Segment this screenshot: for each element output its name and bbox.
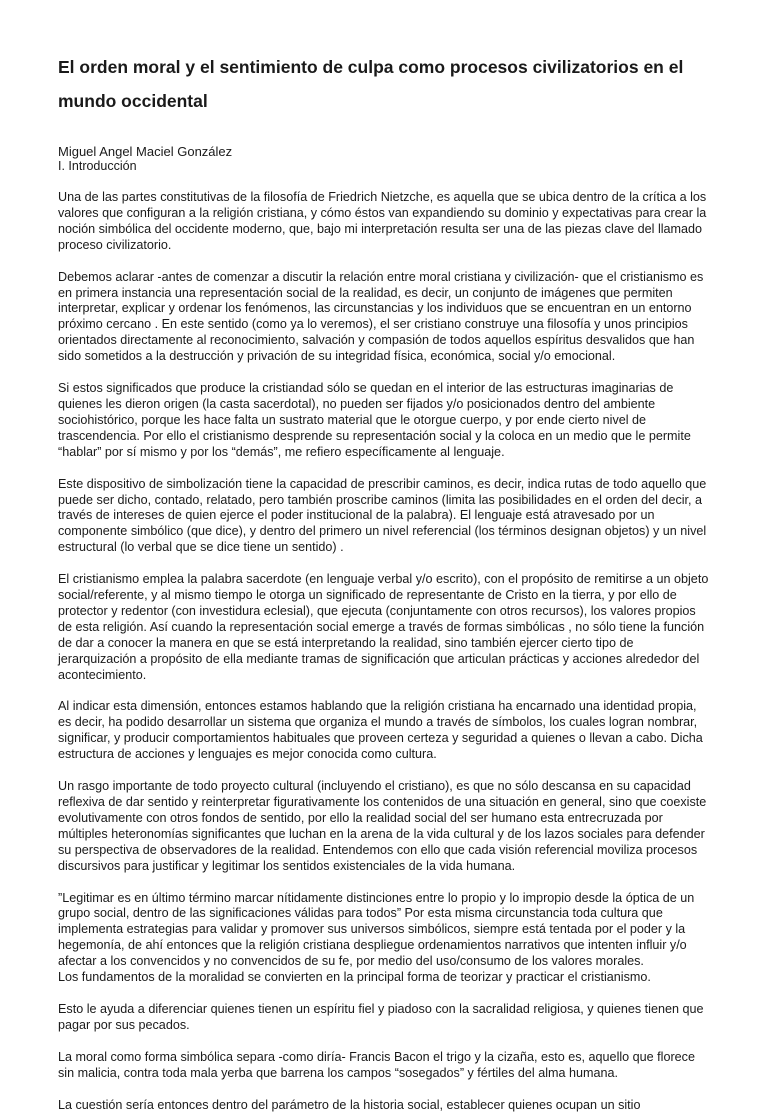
paragraph: Al indicar esta dimensión, entonces estamos hablando que la religión cristiana ha encarnado una identidad propia, es decir, ha podido desarrollar un sistema que organiza el mundo a través de símbolos, los cuales logran nombrar, significar, y producir comportamientos habituales que proveen certeza y seguridad a quienes o llevan a cabo. Dicha estructura de acciones y lenguajes es mejor conocida como cultura.	[58, 699, 703, 762]
quote-line: hegemonía, de ahí entonces que la religión cristiana despliegue ordenamientos narrativos que intenten influir y/o	[58, 938, 687, 953]
quote-line: implementa estrategias para validar y promover sus universos simbólicos, siempre está tentada por el poder y la	[58, 922, 686, 937]
paragraph: Una de las partes constitutivas de la filosofía de Friedrich Nietzche, es aquella que se ubica dentro de la crítica a los valores que configuran a la religión cristiana, y cómo éstos van expandiendo su dominio y expectativas para crear la noción simbólica del occidente moderno, que, bajo mi interpretación resulta ser una de las piezas clave del llamado proceso civilizatorio.	[58, 190, 707, 252]
paragraph: La cuestión sería entonces dentro del parámetro de la historia social, establecer quienes ocupan un sitio	[58, 1097, 641, 1112]
paragraph: Esto le ayuda a diferenciar quienes tienen un espíritu fiel y piadoso con la sacralidad religiosa, y quienes tienen que pagar por sus pecados.	[58, 1001, 704, 1032]
quote-line: ”Legitimar es en último término marcar nítidamente distinciones entre lo propio y lo impropio desde la óptica de un	[58, 890, 695, 905]
paragraph: La moral como forma simbólica separa -como diría- Francis Bacon el trigo y la cizaña, esto es, aquello que florece sin malicia, contra toda mala yerba que barrena los campos “sosegados” y fértiles del alma humana.	[58, 1049, 695, 1080]
document-title: El orden moral y el sentimiento de culpa como procesos civilizatorios en el mundo occidental	[58, 57, 684, 111]
quote-line: afectar a los convencidos y no convencidos de su fe, por medio del uso/consumo de los valores morales.	[58, 954, 644, 969]
section-heading: I. Introducción	[58, 159, 137, 173]
paragraph: El cristianismo emplea la palabra sacerdote (en lenguaje verbal y/o escrito), con el propósito de remitirse a un objeto social/referente, y al mismo tiempo le otorga un significado de representante de Cristo en la tierra, y por ello de protector y redentor (con investidura eclesial), que ejecuta (conjuntamente con otros recursos), los valores propios de esta religión. Así cuando la representación social emerge a través de formas simbólicas , no sólo tiene la función de dar a conocer la manera en que se está interpretando la realidad, sino también ejercer cierto tipo de jerarquización a propósito de ella mediante tramas de significación que articulan prácticas y acciones alrededor del acontecimiento.	[58, 572, 709, 682]
paragraph: Debemos aclarar -antes de comenzar a discutir la relación entre moral cristiana y civilización- que el cristianismo es en primera instancia una representación social de la realidad, es decir, un conjunto de imágenes que permiten interpretar, explicar y ordenar los fenómenos, las circunstancias y los individuos que se encuentran en un entorno próximo cercano . En este sentido (como ya lo veremos), el ser cristiano construye una filosofía y unos principios orientados directamente al reconocimiento, salvación y compasión de todos aquellos espíritus desvalidos que han sido sometidos a la destrucción y privación de su integridad física, económica, social y/o emocional.	[58, 269, 704, 364]
paragraph: Este dispositivo de simbolización tiene la capacidad de prescribir caminos, es decir, indica rutas de todo aquello que puede ser dicho, contado, relatado, pero también proscribe caminos (limita las posibilidades en el orden del decir, a través de intereses de quien ejerce el poder institucional de la palabra). El lenguaje está atravesado por un componente simbólico (que dice), y dentro del primero un nivel referencial (los términos designan objetos) y un nivel estructural (lo verbal que se dice tiene un sentido) .	[58, 476, 707, 555]
quote-paragraph	[58, 891, 710, 986]
quote-line: grupo social, dentro de las significaciones válidas para todos” Por esta misma circunstancia toda cultura que	[58, 906, 663, 921]
paragraph: Un rasgo importante de todo proyecto cultural (incluyendo el cristiano), es que no sólo descansa en su capacidad reflexiva de dar sentido y reinterpretar figurativamente los contenidos de una situación en general, sino que coexiste evolutivamente con otros fondos de sentido, por ello la realidad social del ser humano esta entrecruzada por múltiples heteronomías significantes que luchan en la arena de la vida cultural y de los lazos sociales para defender su perspectiva de observadores de la realidad. Entendemos con ello que cada visión referencial moviliza procesos discursivos para justificar y legitimar los sentidos existenciales de la vida humana.	[58, 779, 707, 873]
paragraph: Si estos significados que produce la cristiandad sólo se quedan en el interior de las estructuras imaginarias de quienes les dieron origen (la casta sacerdotal), no pueden ser fijados y/o posicionados dentro del ambiente sociohistórico, porque les hace falta un sustrato material que le otorgue cuerpo, y por ende cierto nivel de trascendencia. Por ello el cristianismo desprende su representación social y la coloca en un medio que le permite “hablar” por sí mismo y por los “demás”, me refiero específicamente al lenguaje.	[58, 381, 691, 459]
author-name: Miguel Angel Maciel González	[58, 144, 233, 159]
quote-line: Los fundamentos de la moralidad se convierten en la principal forma de teorizar y practicar el cristianismo.	[58, 970, 651, 985]
